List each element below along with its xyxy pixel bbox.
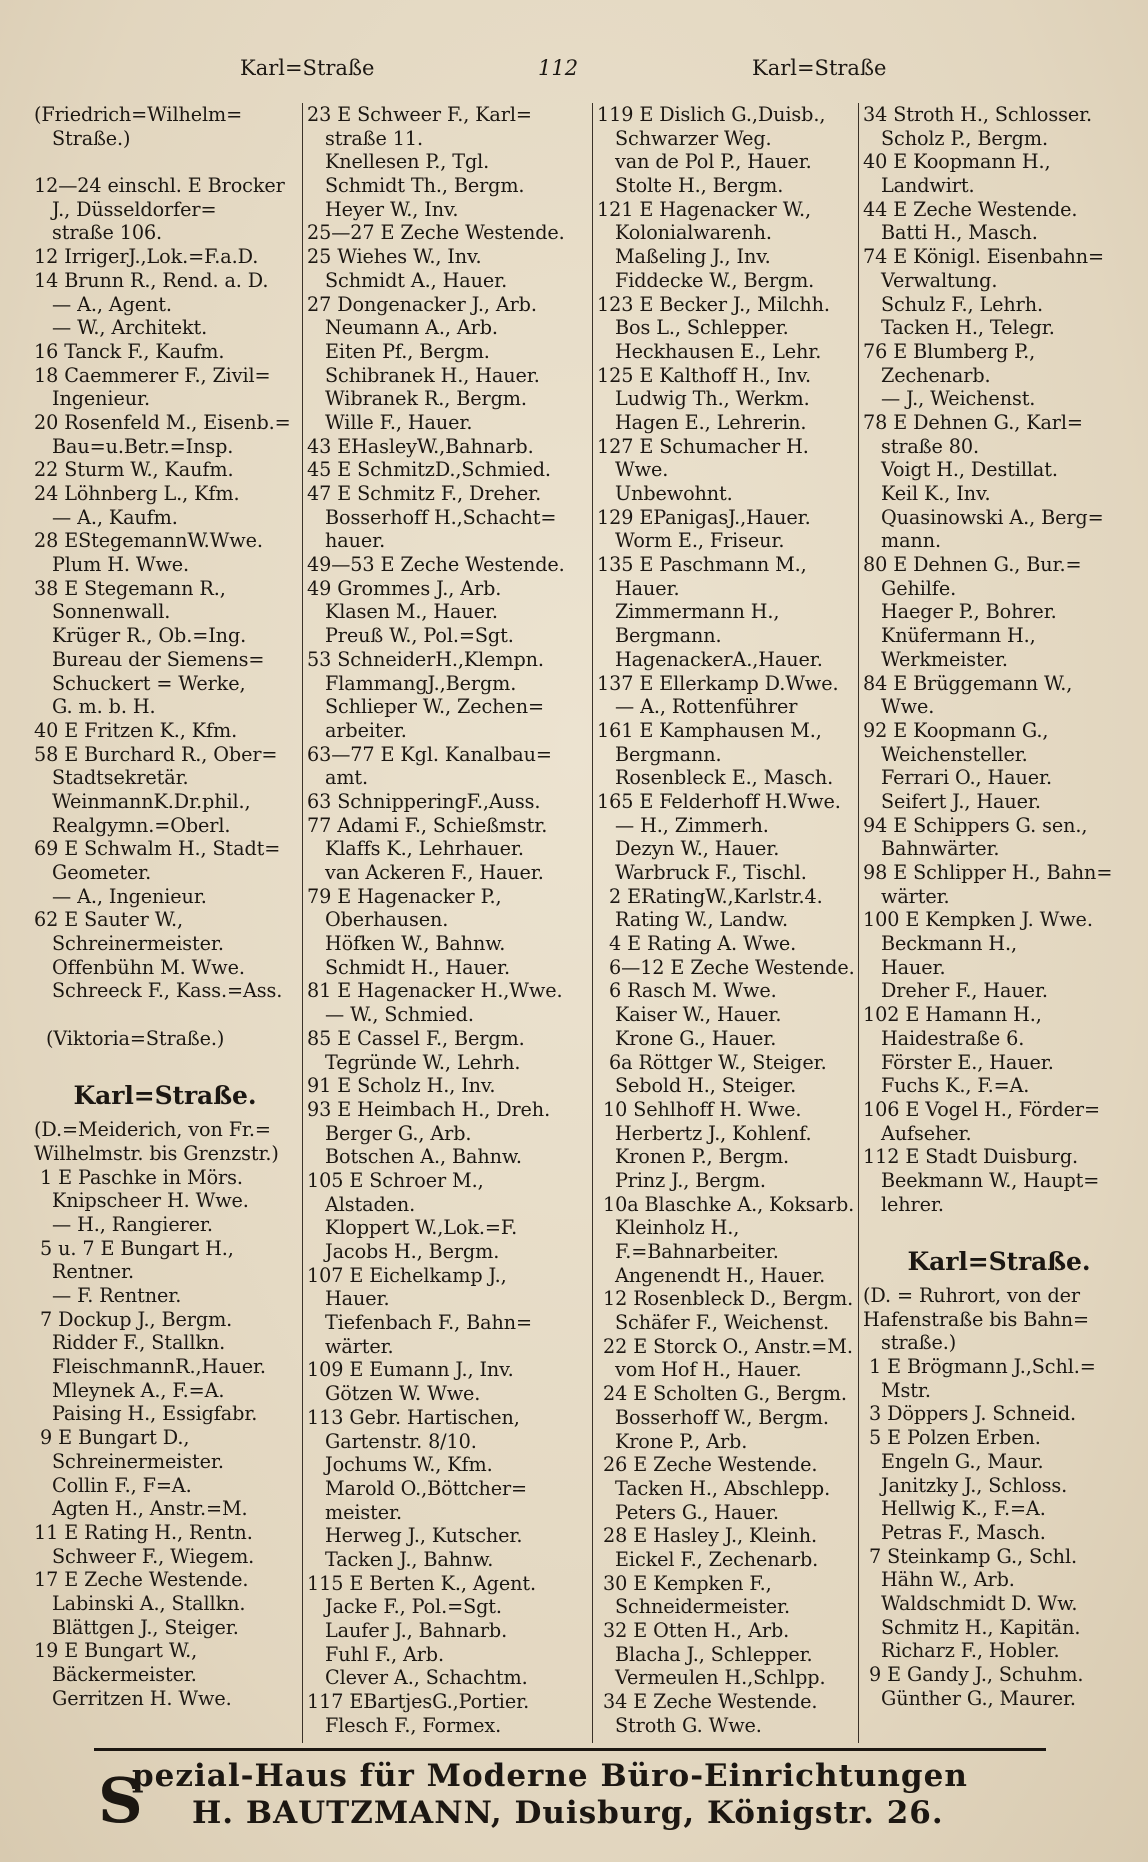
directory-entry: Zimmermann H.,	[597, 600, 780, 624]
directory-entry: meister.	[307, 1500, 402, 1524]
directory-entry: Vermeulen H.,Schlpp.	[597, 1666, 826, 1690]
directory-entry: 25 Wiehes W., Inv.	[307, 245, 482, 269]
directory-entry: Schmitz H., Kapitän.	[863, 1615, 1081, 1639]
directory-entry: Plum H. Wwe.	[34, 553, 190, 577]
directory-entry: Wwe.	[863, 695, 935, 719]
directory-entry: Bau=u.Betr.=Insp.	[34, 434, 234, 458]
directory-entry: Angenendt H., Hauer.	[597, 1263, 826, 1287]
directory-entry: Landwirt.	[863, 174, 975, 198]
directory-entry: Jochums W., Kfm.	[307, 1453, 493, 1477]
directory-entry: Rentner.	[34, 1260, 134, 1284]
directory-entry: wärter.	[863, 884, 950, 908]
directory-entry: wärter.	[307, 1334, 394, 1358]
directory-entry: Knellesen P., Tgl.	[307, 150, 490, 174]
directory-entry: Sonnenwall.	[34, 600, 171, 624]
directory-entry: Herbertz J., Kohlenf.	[597, 1121, 812, 1145]
directory-entry: 137 E Ellerkamp D.Wwe.	[597, 671, 839, 695]
directory-entry: 6 Rasch M. Wwe.	[597, 979, 777, 1003]
directory-entry: Günther G., Maurer.	[863, 1686, 1076, 1710]
directory-entry: 2 ERatingW.,Karlstr.4.	[597, 884, 823, 908]
directory-entry: lehrer.	[863, 1192, 944, 1216]
directory-entry: Knipscheer H. Wwe.	[34, 1189, 249, 1213]
directory-entry: Schmidt H., Hauer.	[307, 955, 510, 979]
directory-entry: 45 E SchmitzD.,Schmied.	[307, 458, 551, 482]
directory-entry: Labinski A., Stallkn.	[34, 1591, 246, 1615]
directory-entry: 78 E Dehnen G., Karl=	[863, 410, 1083, 434]
column-2	[302, 103, 589, 1743]
directory-entry: Hauer.	[307, 1287, 390, 1311]
directory-entry: Petras F., Masch.	[863, 1520, 1046, 1544]
directory-entry: Zechenarb.	[863, 363, 991, 387]
directory-entry: Fuchs K., F.=A.	[863, 1074, 1030, 1098]
directory-entry	[863, 1216, 1135, 1240]
directory-entry: 63—77 E Kgl. Kanalbau=	[307, 742, 552, 766]
directory-entry: 135 E Paschmann M.,	[597, 553, 807, 577]
directory-entry: — W., Architekt.	[34, 316, 208, 340]
directory-entry: Eickel F., Zechenarb.	[597, 1547, 819, 1571]
directory-entry: Agten H., Anstr.=M.	[34, 1497, 248, 1521]
directory-entry: 84 E Brüggemann W.,	[863, 671, 1073, 695]
directory-entry: Tiefenbach F., Bahn=	[307, 1311, 532, 1335]
directory-entry: 40 E Fritzen K., Kfm.	[34, 718, 238, 742]
directory-entry: Klaffs K., Lehrhauer.	[307, 837, 524, 861]
directory-entry: 93 E Heimbach H., Dreh.	[307, 1097, 551, 1121]
directory-entry: Stolte H., Bergm.	[597, 174, 784, 198]
directory-entry: Rating W., Landw.	[597, 908, 788, 932]
directory-entry: Schweer F., Wiegem.	[34, 1544, 255, 1568]
directory-entry: 49 Grommes J., Arb.	[307, 576, 502, 600]
directory-entry: (D. = Ruhrort, von der	[863, 1284, 1080, 1307]
directory-entry: — H., Zimmerh.	[597, 813, 769, 837]
directory-entry: Schlieper W., Zechen=	[307, 695, 544, 719]
directory-entry: Höfken W., Bahnw.	[307, 932, 506, 956]
directory-entry: — A., Kaufm.	[34, 505, 178, 529]
page-number: 112	[538, 56, 579, 80]
footer-line-2: H. BAUTZMANN, Duisburg, Königstr. 26.	[192, 1795, 944, 1831]
footer-advertisement	[70, 1758, 1080, 1837]
directory-entry: 125 E Kalthoff H., Inv.	[597, 363, 811, 387]
directory-entry: Richarz F., Hobler.	[863, 1639, 1060, 1663]
street-heading: Karl=Straße.	[73, 1081, 257, 1111]
directory-entry: Dezyn W., Hauer.	[597, 837, 780, 861]
directory-entry: 26 E Zeche Westende.	[597, 1453, 818, 1477]
directory-entry	[34, 1003, 296, 1027]
directory-entry: Hagen E., Lehrerin.	[597, 410, 807, 434]
directory-entry: Mleynek A., F.=A.	[34, 1378, 225, 1402]
directory-entry: Schuckert = Werke,	[34, 671, 246, 695]
directory-entry: 12 IrrigerJ.,Lok.=F.a.D.	[34, 245, 259, 269]
directory-entry: 5 u. 7 E Bungart H.,	[34, 1236, 234, 1260]
directory-entry: Aufseher.	[863, 1121, 972, 1145]
directory-entry: Paising H., Essigfabr.	[34, 1402, 258, 1426]
directory-entry: Bosserhoff W., Bergm.	[597, 1405, 829, 1429]
directory-entry: Laufer J., Bahnarb.	[307, 1619, 508, 1642]
directory-entry: Haidestraße 6.	[863, 1026, 1025, 1050]
directory-entry: Voigt H., Destillat.	[863, 458, 1058, 482]
directory-entry: Verwaltung.	[863, 268, 998, 292]
directory-entry: 6—12 E Zeche Westende.	[597, 955, 855, 979]
directory-entry: Kaiser W., Hauer.	[597, 1003, 782, 1027]
directory-entry	[34, 1051, 296, 1075]
directory-entry: 112 E Stadt Duisburg.	[863, 1145, 1079, 1169]
directory-entry: Bäckermeister.	[34, 1663, 197, 1686]
directory-entry: 14 Brunn R., Rend. a. D.	[34, 268, 269, 292]
directory-entry: Schreinermeister.	[34, 932, 224, 956]
directory-entry: (D.=Meiderich, von Fr.=	[34, 1118, 271, 1142]
directory-entry: 1 E Brögmann J.,Schl.=	[863, 1355, 1096, 1379]
directory-entry: J., Düsseldorfer=	[34, 197, 217, 221]
directory-entry: HagenackerA.,Hauer.	[597, 647, 823, 671]
directory-entry: 117 EBartjesG.,Portier.	[307, 1690, 530, 1714]
directory-entry: Kolonialwarenh.	[597, 221, 772, 245]
directory-entry: 53 SchneiderH.,Klempn.	[307, 647, 544, 671]
directory-entry: 22 Sturm W., Kaufm.	[34, 458, 234, 482]
header-left-street: Karl=Straße	[240, 56, 375, 80]
directory-entry: Beekmann W., Haupt=	[863, 1168, 1100, 1192]
directory-entry: Haeger P., Bohrer.	[863, 600, 1057, 624]
directory-entry: 32 E Otten H., Arb.	[597, 1619, 790, 1642]
directory-entry: 12 Rosenbleck D., Bergm.	[597, 1287, 854, 1311]
directory-entry: Berger G., Arb.	[307, 1121, 472, 1145]
directory-entry: Stadtsekretär.	[34, 766, 189, 790]
directory-entry: FlammangJ.,Bergm.	[307, 671, 517, 695]
directory-entry: 10 Sehlhoff H. Wwe.	[597, 1097, 802, 1121]
column-1	[34, 103, 296, 1743]
directory-entry: 58 E Burchard R., Ober=	[34, 742, 278, 766]
directory-entry: 102 E Hamann H.,	[863, 1003, 1042, 1027]
directory-entry: Krone P., Arb.	[597, 1429, 748, 1453]
directory-entry: 109 E Eumann J., Inv.	[307, 1358, 514, 1382]
directory-entry: vom Hof H., Hauer.	[597, 1358, 802, 1382]
directory-entry: straße 11.	[307, 126, 423, 150]
directory-entry: straße.)	[863, 1331, 957, 1355]
directory-entry: Unbewohnt.	[597, 482, 733, 505]
directory-entry: Waldschmidt D. Ww.	[863, 1591, 1078, 1615]
directory-entry: F.=Bahnarbeiter.	[597, 1240, 779, 1263]
directory-entry: 9 E Gandy J., Schuhm.	[863, 1663, 1084, 1686]
directory-entry: 19 E Bungart W.,	[34, 1639, 198, 1663]
directory-entry: Keil K., Inv.	[863, 482, 991, 505]
directory-entry: 34 E Zeche Westende.	[597, 1690, 818, 1714]
directory-entry: Ferrari O., Hauer.	[863, 766, 1052, 790]
directory-entry: Klasen M., Hauer.	[307, 600, 498, 624]
column-3	[592, 103, 857, 1743]
directory-entry: (Viktoria=Straße.)	[34, 1026, 225, 1050]
directory-entry: 44 E Zeche Westende.	[863, 197, 1078, 221]
directory-entry: van Ackeren F., Hauer.	[307, 861, 544, 884]
directory-entry: Wille F., Hauer.	[307, 410, 473, 434]
directory-entry: Hellwig K., F.=A.	[863, 1497, 1046, 1521]
directory-entry: Scholz P., Bergm.	[863, 126, 1048, 150]
directory-entry: Ridder F., Stallkn.	[34, 1331, 226, 1355]
directory-entry: 7 Steinkamp G., Schl.	[863, 1544, 1077, 1568]
directory-entry: Krüger R., Ob.=Ing.	[34, 624, 247, 648]
directory-entry: Schmidt Th., Bergm.	[307, 174, 525, 198]
directory-entry: 85 E Cassel F., Bergm.	[307, 1026, 525, 1050]
directory-entry: mann.	[863, 529, 941, 553]
directory-columns	[34, 103, 1113, 1743]
directory-entry: 12—24 einschl. E Brocker	[34, 174, 285, 198]
directory-entry: 6a Röttger W., Steiger.	[597, 1050, 827, 1074]
directory-entry: 81 E Hagenacker H.,Wwe.	[307, 979, 563, 1003]
directory-entry: 79 E Hagenacker P.,	[307, 884, 502, 908]
directory-entry: 18 Caemmerer F., Zivil=	[34, 363, 271, 387]
directory-entry: 9 E Bungart D.,	[34, 1426, 190, 1450]
directory-entry: 63 SchnipperingF.,Auss.	[307, 789, 541, 813]
directory-entry: 113 Gebr. Hartischen,	[307, 1405, 520, 1429]
directory-entry: Heckhausen E., Lehr.	[597, 339, 822, 363]
directory-entry: Engeln G., Maur.	[863, 1449, 1044, 1473]
directory-entry: Fuhl F., Arb.	[307, 1642, 444, 1666]
directory-entry: Tacken H., Abschlepp.	[597, 1476, 831, 1500]
directory-entry: Kloppert W.,Lok.=F.	[307, 1216, 518, 1240]
directory-entry: Hauer.	[597, 576, 680, 600]
directory-entry: Stroth G. Wwe.	[597, 1713, 762, 1737]
directory-entry: 127 E Schumacher H.	[597, 434, 809, 458]
directory-entry: 77 Adami F., Schießmstr.	[307, 813, 548, 837]
directory-entry: Seifert J., Hauer.	[863, 789, 1041, 813]
directory-entry: Kleinholz H.,	[597, 1216, 740, 1240]
directory-entry: 80 E Dehnen G., Bur.=	[863, 553, 1082, 577]
directory-entry: 17 E Zeche Westende.	[34, 1568, 249, 1592]
directory-entry: 7 Dockup J., Bergm.	[34, 1307, 233, 1331]
directory-entry: Jacobs H., Bergm.	[307, 1240, 500, 1263]
directory-entry: Flesch F., Formex.	[307, 1713, 502, 1737]
directory-entry: Schibranek H., Hauer.	[307, 363, 540, 387]
directory-entry: Tegründe W., Lehrh.	[307, 1050, 521, 1074]
directory-entry: Maßeling J., Inv.	[597, 245, 771, 269]
directory-entry: — A., Ingenieur.	[34, 884, 207, 908]
street-heading: Karl=Straße.	[907, 1247, 1091, 1276]
column-4	[858, 103, 1135, 1743]
directory-entry: 38 E Stegemann R.,	[34, 576, 226, 600]
directory-entry: Blacha J., Schlepper.	[597, 1642, 813, 1666]
directory-entry: Krone G., Hauer.	[597, 1026, 777, 1050]
directory-entry: 40 E Koopmann H.,	[863, 150, 1051, 174]
directory-entry: Jacke F., Pol.=Sgt.	[307, 1595, 502, 1619]
directory-entry: Janitzky J., Schloss.	[863, 1473, 1068, 1497]
directory-entry: Götzen W. Wwe.	[307, 1382, 481, 1406]
directory-entry: Herweg J., Kutscher.	[307, 1524, 523, 1548]
directory-entry: 27 Dongenacker J., Arb.	[307, 292, 537, 316]
directory-entry	[34, 150, 296, 174]
directory-entry: Bosserhoff H.,Schacht=	[307, 505, 557, 529]
directory-entry: 69 E Schwalm H., Stadt=	[34, 837, 281, 861]
directory-entry: Peters G., Hauer.	[597, 1500, 779, 1524]
directory-entry: 24 E Scholten G., Bergm.	[597, 1382, 847, 1406]
directory-entry: 165 E Felderhoff H.Wwe.	[597, 789, 841, 813]
directory-entry: Heyer W., Inv.	[307, 197, 459, 221]
directory-entry: Schwarzer Weg.	[597, 126, 772, 150]
directory-entry: 28 EStegemannW.Wwe.	[34, 529, 263, 553]
directory-entry: WeinmannK.Dr.phil.,	[34, 789, 251, 813]
directory-entry: Bergmann.	[597, 624, 722, 648]
directory-entry: 100 E Kempken J. Wwe.	[863, 908, 1093, 932]
directory-entry: Marold O.,Böttcher=	[307, 1476, 528, 1500]
directory-entry: 22 E Storck O., Anstr.=M.	[597, 1334, 853, 1358]
directory-entry: Bergmann.	[597, 742, 722, 766]
directory-entry: 28 E Hasley J., Kleinh.	[597, 1524, 818, 1548]
directory-entry: — J., Weichenst.	[863, 387, 1036, 411]
directory-entry: 119 E Dislich G.,Duisb.,	[597, 103, 826, 126]
directory-entry: Offenbühn M. Wwe.	[34, 955, 245, 979]
directory-entry: 47 E Schmitz F., Dreher.	[307, 482, 542, 505]
directory-entry: Quasinowski A., Berg=	[863, 505, 1104, 529]
directory-entry: — A., Agent.	[34, 292, 172, 316]
directory-entry: Botschen A., Bahnw.	[307, 1145, 522, 1169]
directory-entry: Mstr.	[863, 1378, 931, 1402]
directory-entry: Geometer.	[34, 861, 152, 884]
directory-entry: Schmidt A., Hauer.	[307, 268, 508, 292]
directory-entry: 76 E Blumberg P.,	[863, 339, 1036, 363]
directory-entry: 107 E Eichelkamp J.,	[307, 1263, 507, 1287]
directory-entry: Eiten Pf., Bergm.	[307, 339, 490, 363]
directory-entry: Schreeck F., Kass.=Ass.	[34, 979, 283, 1003]
directory-entry: 62 E Sauter W.,	[34, 908, 183, 932]
directory-entry: Oberhausen.	[307, 908, 449, 932]
directory-entry: Hafenstraße bis Bahn=	[863, 1307, 1090, 1331]
directory-entry: — A., Rottenführer	[597, 695, 798, 719]
directory-entry: Sebold H., Steiger.	[597, 1074, 797, 1098]
directory-entry: 94 E Schippers G. sen.,	[863, 813, 1088, 837]
directory-entry: 161 E Kamphausen M.,	[597, 718, 822, 742]
directory-entry: Wwe.	[597, 458, 669, 482]
directory-entry: Gartenstr. 8/10.	[307, 1429, 477, 1453]
directory-entry: — W., Schmied.	[307, 1003, 474, 1027]
directory-entry: Weichensteller.	[863, 742, 1028, 766]
directory-entry: Gehilfe.	[863, 576, 957, 600]
directory-entry: 74 E Königl. Eisenbahn=	[863, 245, 1105, 269]
footer-line-1: pezial-Haus für Moderne Büro-Einrichtungen	[132, 1758, 968, 1794]
directory-entry: Werkmeister.	[863, 647, 1008, 671]
directory-entry: Blättgen J., Steiger.	[34, 1615, 239, 1639]
directory-entry: 98 E Schlipper H., Bahn=	[863, 861, 1113, 884]
directory-entry: hauer.	[307, 529, 386, 553]
directory-entry: 10a Blaschke A., Koksarb.	[597, 1192, 855, 1216]
directory-entry: 106 E Vogel H., Förder=	[863, 1097, 1100, 1121]
directory-entry: Straße.)	[34, 126, 131, 150]
directory-entry: Hähn W., Arb.	[863, 1568, 1015, 1592]
directory-entry: Fiddecke W., Bergm.	[597, 268, 815, 292]
directory-entry: Bureau der Siemens=	[34, 647, 265, 671]
directory-entry: 129 EPanigasJ.,Hauer.	[597, 505, 811, 529]
directory-entry: Collin F., F=A.	[34, 1473, 192, 1497]
directory-entry: 24 Löhnberg L., Kfm.	[34, 482, 240, 505]
directory-entry: Gerritzen H. Wwe.	[34, 1686, 232, 1710]
directory-entry: Prinz J., Bergm.	[597, 1168, 766, 1192]
directory-entry: Beckmann H.,	[863, 932, 1018, 956]
directory-entry: 11 E Rating H., Rentn.	[34, 1520, 253, 1544]
directory-entry: Ludwig Th., Werkm.	[597, 387, 810, 411]
directory-entry: 1 E Paschke in Mörs.	[34, 1165, 243, 1189]
directory-entry: 121 E Hagenacker W.,	[597, 197, 811, 221]
directory-entry: Ingenieur.	[34, 387, 150, 411]
directory-entry: FleischmannR.,Hauer.	[34, 1355, 266, 1379]
directory-entry: Tacken J., Bahnw.	[307, 1547, 494, 1571]
page-header	[0, 56, 1148, 92]
directory-entry: Preuß W., Pol.=Sgt.	[307, 624, 514, 648]
directory-entry: Schreinermeister.	[34, 1449, 224, 1473]
directory-entry: 5 E Polzen Erben.	[863, 1426, 1041, 1450]
directory-entry: amt.	[307, 766, 369, 790]
directory-entry: 3 Döppers J. Schneid.	[863, 1402, 1077, 1426]
directory-entry: Hauer.	[863, 955, 946, 979]
directory-entry: Dreher F., Hauer.	[863, 979, 1048, 1003]
directory-entry: Alstaden.	[307, 1192, 416, 1216]
directory-entry: 43 EHasleyW.,Bahnarb.	[307, 434, 534, 458]
directory-entry: 25—27 E Zeche Westende.	[307, 221, 565, 245]
directory-entry: 23 E Schweer F., Karl=	[307, 103, 532, 126]
directory-entry: 105 E Schroer M.,	[307, 1168, 484, 1192]
directory-entry: (Friedrich=Wilhelm=	[34, 103, 243, 126]
directory-entry: 4 E Rating A. Wwe.	[597, 932, 797, 956]
footer-initial: S	[98, 1764, 143, 1837]
directory-entry: Clever A., Schachtm.	[307, 1666, 528, 1690]
directory-entry: Realgymn.=Oberl.	[34, 813, 231, 837]
directory-entry: Bos L., Schlepper.	[597, 316, 789, 340]
footer-rule	[94, 1748, 1046, 1751]
directory-entry: 16 Tanck F., Kaufm.	[34, 339, 225, 363]
directory-entry: Förster E., Hauer.	[863, 1050, 1054, 1074]
directory-entry: — F. Rentner.	[34, 1284, 182, 1307]
directory-entry: Wibranek R., Bergm.	[307, 387, 527, 411]
directory-entry: Batti H., Masch.	[863, 221, 1038, 245]
directory-entry: 92 E Koopmann G.,	[863, 718, 1049, 742]
directory-entry: Neumann A., Arb.	[307, 316, 498, 340]
header-right-street: Karl=Straße	[752, 56, 887, 80]
directory-entry: Schäfer F., Weichenst.	[597, 1311, 829, 1335]
directory-entry: 91 E Scholz H., Inv.	[307, 1074, 496, 1098]
directory-entry: arbeiter.	[307, 718, 407, 742]
directory-entry: van de Pol P., Hauer.	[597, 150, 812, 174]
directory-entry: straße 106.	[34, 221, 163, 245]
directory-entry: Schneidermeister.	[597, 1595, 790, 1619]
directory-entry: 115 E Berten K., Agent.	[307, 1571, 536, 1595]
directory-entry: Rosenbleck E., Masch.	[597, 766, 834, 790]
directory-entry: Worm E., Friseur.	[597, 529, 785, 553]
directory-entry: 123 E Becker J., Milchh.	[597, 292, 830, 316]
directory-entry: — H., Rangierer.	[34, 1212, 213, 1236]
directory-entry: 49—53 E Zeche Westende.	[307, 553, 565, 577]
directory-entry: Warbruck F., Tischl.	[597, 861, 807, 884]
directory-entry: Tacken H., Telegr.	[863, 316, 1055, 340]
directory-entry: Bahnwärter.	[863, 837, 1000, 861]
directory-entry: straße 80.	[863, 434, 979, 458]
directory-entry: Kronen P., Bergm.	[597, 1145, 790, 1169]
directory-entry: Schulz F., Lehrh.	[863, 292, 1043, 316]
directory-entry: 20 Rosenfeld M., Eisenb.=	[34, 410, 291, 434]
directory-entry: G. m. b. H.	[34, 695, 156, 719]
directory-entry: 34 Stroth H., Schlosser.	[863, 103, 1093, 126]
directory-entry: 30 E Kempken F.,	[597, 1571, 772, 1595]
directory-entry: Wilhelmstr. bis Grenzstr.)	[34, 1141, 279, 1165]
directory-entry: Knüfermann H.,	[863, 624, 1036, 648]
